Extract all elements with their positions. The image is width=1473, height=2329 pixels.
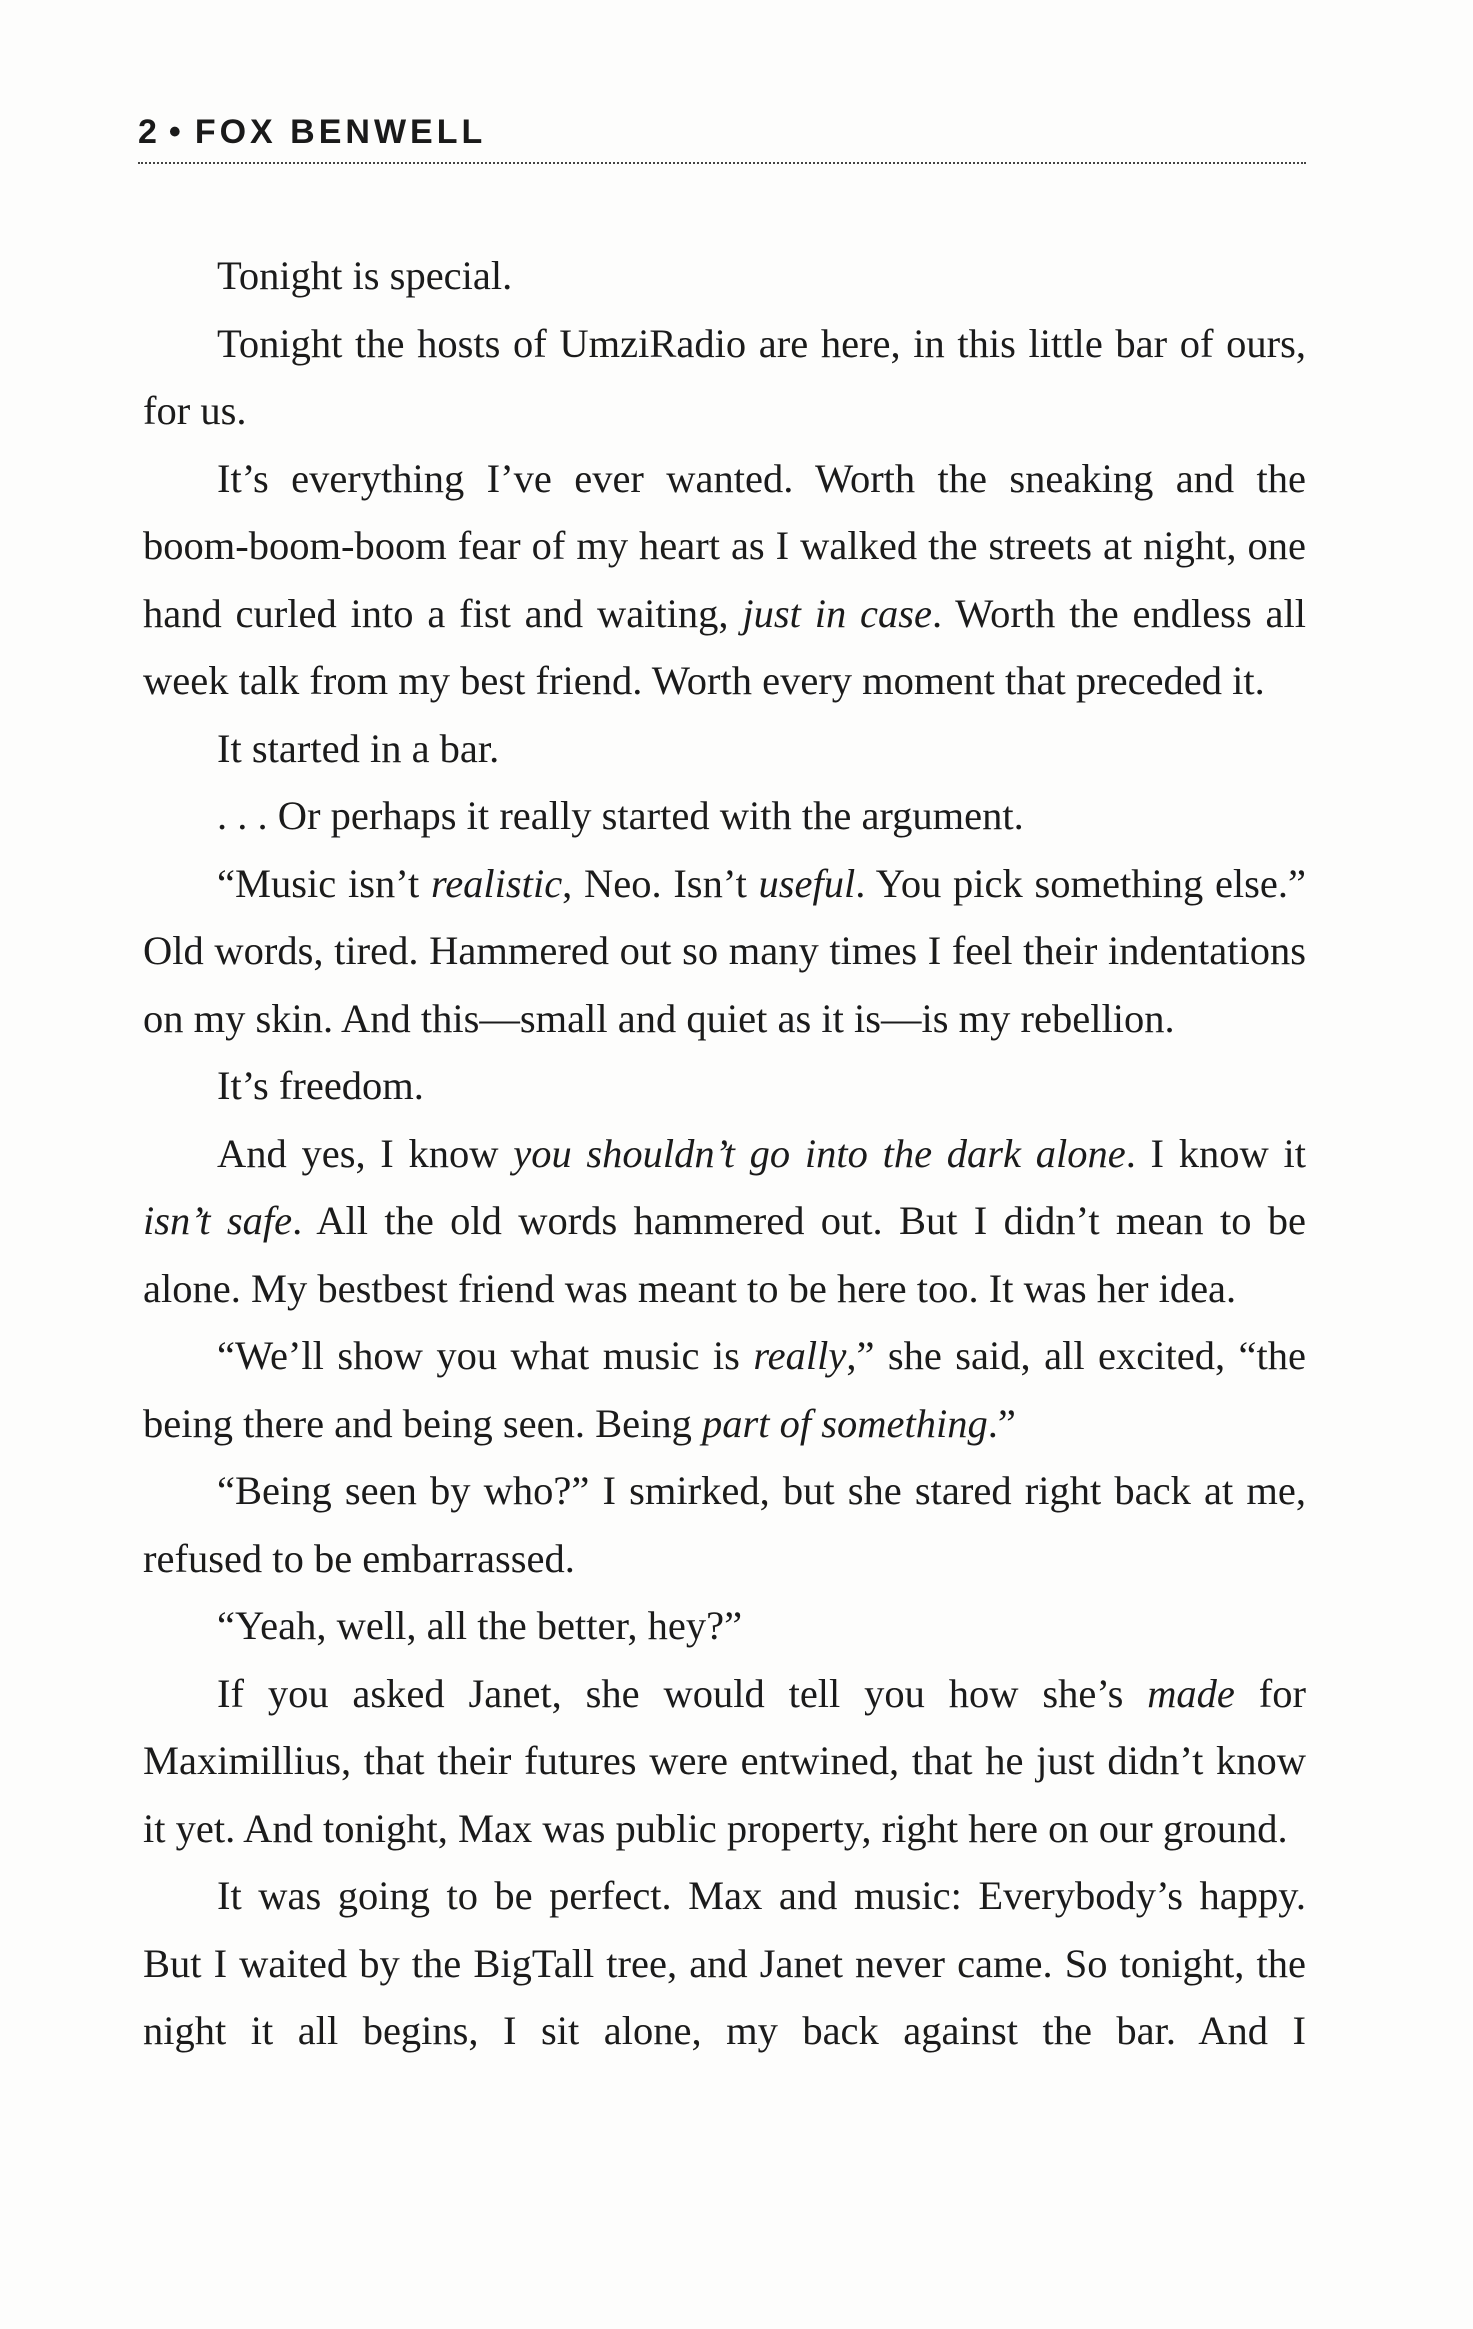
running-head — [138, 112, 1306, 164]
italic-text: part of something — [701, 1400, 988, 1446]
paragraph: Tonight is special. — [217, 253, 513, 298]
paragraph: “Being seen by who?” I smirked, but she stared right back at me, refused to be embarrassed. — [143, 1468, 1306, 1581]
paragraph: “Yeah, well, all the better, hey?” — [217, 1603, 743, 1648]
paragraph: And yes, I know you shouldn’t go into the dark alone. I know it isn’t safe. All the old words hammered out. But I didn’t mean to be alone. My bestbest friend was meant to be here too. It was her idea. — [143, 1130, 1306, 1311]
author-name: FOX BENWELL — [194, 113, 487, 151]
paragraph: “Music isn’t realistic, Neo. Isn’t useful. You pick something else.” Old words, tired. Hammered out so many times I feel their indentations on my skin. And this—small and quiet as it is—is my rebellion. — [143, 860, 1307, 1041]
paragraph: . . . Or perhaps it really started with the argument. — [217, 793, 1024, 838]
italic-text: isn’t safe — [143, 1198, 293, 1243]
italic-text: useful — [758, 860, 856, 906]
italic-text: just in case — [742, 590, 932, 636]
paragraph: “We’ll show you what music is really,” she said, all excited, “the being there and being seen. Being part of something.” — [143, 1333, 1306, 1446]
paragraph: It’s everything I’ve ever wanted. Worth the sneaking and the boom-boom-boom fear of my heart as I walked the streets at night, one hand curled into a fist and waiting, just in case. Worth the endless all week talk from my best friend. Worth every moment that preceded it. — [143, 455, 1306, 703]
italic-text: really — [753, 1333, 847, 1378]
paragraph: If you asked Janet, she would tell you how she’s made for Maximillius, that their futures were entwined, that he just didn’t know it yet. And tonight, Max was public property, right here on our ground. — [143, 1670, 1306, 1851]
page-number: 2 — [138, 113, 161, 151]
italic-text: made — [1147, 1670, 1235, 1716]
bullet-separator: • — [168, 113, 185, 151]
italic-text: realistic — [430, 860, 563, 906]
paragraph: Tonight the hosts of UmziRadio are here, in this little bar of ours, for us. — [143, 320, 1306, 433]
paragraph: It started in a bar. — [217, 725, 500, 771]
italic-text: you shouldn’t go into the dark alone — [513, 1130, 1126, 1176]
paragraph: It’s freedom. — [217, 1063, 424, 1108]
body-text — [143, 242, 1306, 2065]
paragraph: It was going to be perfect. Max and music: Everybody’s happy. But I waited by the BigTall tree, and Janet never came. So tonight, the night it all begins, I sit alone, my back against the bar. And I — [143, 1873, 1306, 2053]
